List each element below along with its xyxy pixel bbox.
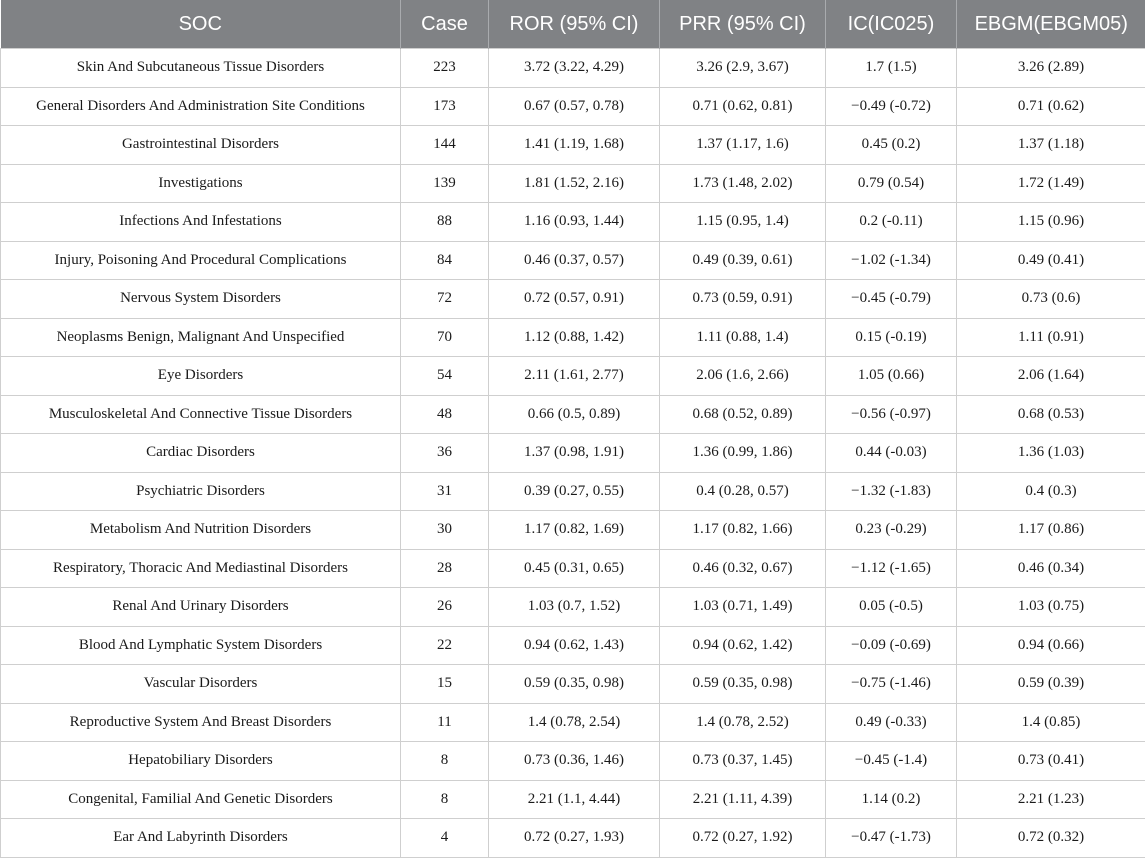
ror-cell: 3.72 (3.22, 4.29) bbox=[489, 49, 660, 88]
soc-cell: Musculoskeletal And Connective Tissue Disorders bbox=[1, 395, 401, 434]
header-soc: SOC bbox=[1, 0, 401, 49]
ror-cell: 0.66 (0.5, 0.89) bbox=[489, 395, 660, 434]
soc-cell: Respiratory, Thoracic And Mediastinal Disorders bbox=[1, 549, 401, 588]
soc-cell: Ear And Labyrinth Disorders bbox=[1, 819, 401, 858]
ic-cell: 1.05 (0.66) bbox=[826, 357, 957, 396]
ror-cell: 0.72 (0.57, 0.91) bbox=[489, 280, 660, 319]
ic-cell: −0.09 (-0.69) bbox=[826, 626, 957, 665]
ic-cell: 0.44 (-0.03) bbox=[826, 434, 957, 473]
case-cell: 28 bbox=[401, 549, 489, 588]
case-cell: 31 bbox=[401, 472, 489, 511]
prr-cell: 0.4 (0.28, 0.57) bbox=[660, 472, 826, 511]
ror-cell: 0.39 (0.27, 0.55) bbox=[489, 472, 660, 511]
table-row bbox=[1, 87, 1145, 126]
soc-cell: Reproductive System And Breast Disorders bbox=[1, 703, 401, 742]
prr-cell: 1.36 (0.99, 1.86) bbox=[660, 434, 826, 473]
case-cell: 8 bbox=[401, 742, 489, 781]
prr-cell: 1.03 (0.71, 1.49) bbox=[660, 588, 826, 627]
table-row bbox=[1, 203, 1145, 242]
table-row bbox=[1, 164, 1145, 203]
soc-cell: Metabolism And Nutrition Disorders bbox=[1, 511, 401, 550]
prr-cell: 0.73 (0.37, 1.45) bbox=[660, 742, 826, 781]
ebgm-cell: 0.94 (0.66) bbox=[957, 626, 1145, 665]
case-cell: 26 bbox=[401, 588, 489, 627]
ror-cell: 1.81 (1.52, 2.16) bbox=[489, 164, 660, 203]
case-cell: 84 bbox=[401, 241, 489, 280]
table-row bbox=[1, 472, 1145, 511]
ebgm-cell: 0.68 (0.53) bbox=[957, 395, 1145, 434]
table-row bbox=[1, 703, 1145, 742]
prr-cell: 0.94 (0.62, 1.42) bbox=[660, 626, 826, 665]
ic-cell: 0.15 (-0.19) bbox=[826, 318, 957, 357]
ic-cell: 1.7 (1.5) bbox=[826, 49, 957, 88]
table-row bbox=[1, 742, 1145, 781]
ror-cell: 1.17 (0.82, 1.69) bbox=[489, 511, 660, 550]
soc-cell: Renal And Urinary Disorders bbox=[1, 588, 401, 627]
ebgm-cell: 0.4 (0.3) bbox=[957, 472, 1145, 511]
ebgm-cell: 0.73 (0.6) bbox=[957, 280, 1145, 319]
prr-cell: 3.26 (2.9, 3.67) bbox=[660, 49, 826, 88]
ror-cell: 1.37 (0.98, 1.91) bbox=[489, 434, 660, 473]
prr-cell: 0.71 (0.62, 0.81) bbox=[660, 87, 826, 126]
table-row bbox=[1, 357, 1145, 396]
prr-cell: 1.4 (0.78, 2.52) bbox=[660, 703, 826, 742]
case-cell: 144 bbox=[401, 126, 489, 165]
ebgm-cell: 1.36 (1.03) bbox=[957, 434, 1145, 473]
ebgm-cell: 0.49 (0.41) bbox=[957, 241, 1145, 280]
prr-cell: 0.49 (0.39, 0.61) bbox=[660, 241, 826, 280]
ic-cell: 1.14 (0.2) bbox=[826, 780, 957, 819]
case-cell: 22 bbox=[401, 626, 489, 665]
ebgm-cell: 1.11 (0.91) bbox=[957, 318, 1145, 357]
header-ic: IC(IC025) bbox=[826, 0, 957, 49]
ror-cell: 0.72 (0.27, 1.93) bbox=[489, 819, 660, 858]
table-header bbox=[1, 0, 1145, 49]
soc-cell: Investigations bbox=[1, 164, 401, 203]
ebgm-cell: 0.46 (0.34) bbox=[957, 549, 1145, 588]
ebgm-cell: 1.37 (1.18) bbox=[957, 126, 1145, 165]
case-cell: 223 bbox=[401, 49, 489, 88]
ic-cell: −0.56 (-0.97) bbox=[826, 395, 957, 434]
table-row bbox=[1, 395, 1145, 434]
ebgm-cell: 0.71 (0.62) bbox=[957, 87, 1145, 126]
case-cell: 36 bbox=[401, 434, 489, 473]
ic-cell: 0.05 (-0.5) bbox=[826, 588, 957, 627]
prr-cell: 1.37 (1.17, 1.6) bbox=[660, 126, 826, 165]
ic-cell: −0.45 (-1.4) bbox=[826, 742, 957, 781]
ic-cell: 0.79 (0.54) bbox=[826, 164, 957, 203]
case-cell: 48 bbox=[401, 395, 489, 434]
case-cell: 30 bbox=[401, 511, 489, 550]
ror-cell: 0.67 (0.57, 0.78) bbox=[489, 87, 660, 126]
ebgm-cell: 2.06 (1.64) bbox=[957, 357, 1145, 396]
prr-cell: 0.68 (0.52, 0.89) bbox=[660, 395, 826, 434]
case-cell: 8 bbox=[401, 780, 489, 819]
header-ror: ROR (95% CI) bbox=[489, 0, 660, 49]
ror-cell: 0.46 (0.37, 0.57) bbox=[489, 241, 660, 280]
table-row bbox=[1, 665, 1145, 704]
case-cell: 11 bbox=[401, 703, 489, 742]
ror-cell: 0.45 (0.31, 0.65) bbox=[489, 549, 660, 588]
soc-cell: Blood And Lymphatic System Disorders bbox=[1, 626, 401, 665]
prr-cell: 1.17 (0.82, 1.66) bbox=[660, 511, 826, 550]
soc-cell: Vascular Disorders bbox=[1, 665, 401, 704]
prr-cell: 0.73 (0.59, 0.91) bbox=[660, 280, 826, 319]
table-row bbox=[1, 434, 1145, 473]
prr-cell: 1.11 (0.88, 1.4) bbox=[660, 318, 826, 357]
ic-cell: −0.47 (-1.73) bbox=[826, 819, 957, 858]
ror-cell: 1.03 (0.7, 1.52) bbox=[489, 588, 660, 627]
ebgm-cell: 0.59 (0.39) bbox=[957, 665, 1145, 704]
ror-cell: 0.59 (0.35, 0.98) bbox=[489, 665, 660, 704]
soc-cell: Eye Disorders bbox=[1, 357, 401, 396]
table-row bbox=[1, 626, 1145, 665]
ic-cell: 0.45 (0.2) bbox=[826, 126, 957, 165]
ic-cell: −0.75 (-1.46) bbox=[826, 665, 957, 704]
case-cell: 15 bbox=[401, 665, 489, 704]
ror-cell: 2.11 (1.61, 2.77) bbox=[489, 357, 660, 396]
ror-cell: 0.73 (0.36, 1.46) bbox=[489, 742, 660, 781]
ebgm-cell: 2.21 (1.23) bbox=[957, 780, 1145, 819]
prr-cell: 2.06 (1.6, 2.66) bbox=[660, 357, 826, 396]
ror-cell: 1.41 (1.19, 1.68) bbox=[489, 126, 660, 165]
soc-cell: Injury, Poisoning And Procedural Complications bbox=[1, 241, 401, 280]
soc-cell: Neoplasms Benign, Malignant And Unspecified bbox=[1, 318, 401, 357]
case-cell: 54 bbox=[401, 357, 489, 396]
ebgm-cell: 0.72 (0.32) bbox=[957, 819, 1145, 858]
table-body bbox=[1, 49, 1145, 858]
ror-cell: 0.94 (0.62, 1.43) bbox=[489, 626, 660, 665]
table-row bbox=[1, 280, 1145, 319]
case-cell: 4 bbox=[401, 819, 489, 858]
ic-cell: −0.49 (-0.72) bbox=[826, 87, 957, 126]
ebgm-cell: 3.26 (2.89) bbox=[957, 49, 1145, 88]
case-cell: 72 bbox=[401, 280, 489, 319]
soc-cell: General Disorders And Administration Site Conditions bbox=[1, 87, 401, 126]
ic-cell: 0.2 (-0.11) bbox=[826, 203, 957, 242]
ic-cell: −1.12 (-1.65) bbox=[826, 549, 957, 588]
header-case: Case bbox=[401, 0, 489, 49]
soc-cell: Gastrointestinal Disorders bbox=[1, 126, 401, 165]
header-ebgm: EBGM(EBGM05) bbox=[957, 0, 1145, 49]
soc-cell: Nervous System Disorders bbox=[1, 280, 401, 319]
ror-cell: 1.12 (0.88, 1.42) bbox=[489, 318, 660, 357]
soc-cell: Infections And Infestations bbox=[1, 203, 401, 242]
ebgm-cell: 1.4 (0.85) bbox=[957, 703, 1145, 742]
header-row bbox=[1, 0, 1145, 49]
soc-cell: Congenital, Familial And Genetic Disorders bbox=[1, 780, 401, 819]
ror-cell: 2.21 (1.1, 4.44) bbox=[489, 780, 660, 819]
table-row bbox=[1, 588, 1145, 627]
prr-cell: 1.15 (0.95, 1.4) bbox=[660, 203, 826, 242]
prr-cell: 2.21 (1.11, 4.39) bbox=[660, 780, 826, 819]
soc-cell: Hepatobiliary Disorders bbox=[1, 742, 401, 781]
table-row bbox=[1, 511, 1145, 550]
case-cell: 139 bbox=[401, 164, 489, 203]
prr-cell: 0.72 (0.27, 1.92) bbox=[660, 819, 826, 858]
prr-cell: 1.73 (1.48, 2.02) bbox=[660, 164, 826, 203]
soc-cell: Psychiatric Disorders bbox=[1, 472, 401, 511]
case-cell: 88 bbox=[401, 203, 489, 242]
prr-cell: 0.59 (0.35, 0.98) bbox=[660, 665, 826, 704]
soc-cell: Cardiac Disorders bbox=[1, 434, 401, 473]
table-row bbox=[1, 549, 1145, 588]
case-cell: 70 bbox=[401, 318, 489, 357]
case-cell: 173 bbox=[401, 87, 489, 126]
ic-cell: −1.02 (-1.34) bbox=[826, 241, 957, 280]
ebgm-cell: 0.73 (0.41) bbox=[957, 742, 1145, 781]
ebgm-cell: 1.72 (1.49) bbox=[957, 164, 1145, 203]
ebgm-cell: 1.17 (0.86) bbox=[957, 511, 1145, 550]
table-row bbox=[1, 49, 1145, 88]
ebgm-cell: 1.15 (0.96) bbox=[957, 203, 1145, 242]
table-row bbox=[1, 318, 1145, 357]
table-row bbox=[1, 780, 1145, 819]
header-prr: PRR (95% CI) bbox=[660, 0, 826, 49]
ic-cell: −0.45 (-0.79) bbox=[826, 280, 957, 319]
ic-cell: −1.32 (-1.83) bbox=[826, 472, 957, 511]
table-row bbox=[1, 241, 1145, 280]
ror-cell: 1.16 (0.93, 1.44) bbox=[489, 203, 660, 242]
ror-cell: 1.4 (0.78, 2.54) bbox=[489, 703, 660, 742]
table-row bbox=[1, 819, 1145, 858]
table-row bbox=[1, 126, 1145, 165]
ebgm-cell: 1.03 (0.75) bbox=[957, 588, 1145, 627]
ic-cell: 0.49 (-0.33) bbox=[826, 703, 957, 742]
ic-cell: 0.23 (-0.29) bbox=[826, 511, 957, 550]
prr-cell: 0.46 (0.32, 0.67) bbox=[660, 549, 826, 588]
soc-cell: Skin And Subcutaneous Tissue Disorders bbox=[1, 49, 401, 88]
